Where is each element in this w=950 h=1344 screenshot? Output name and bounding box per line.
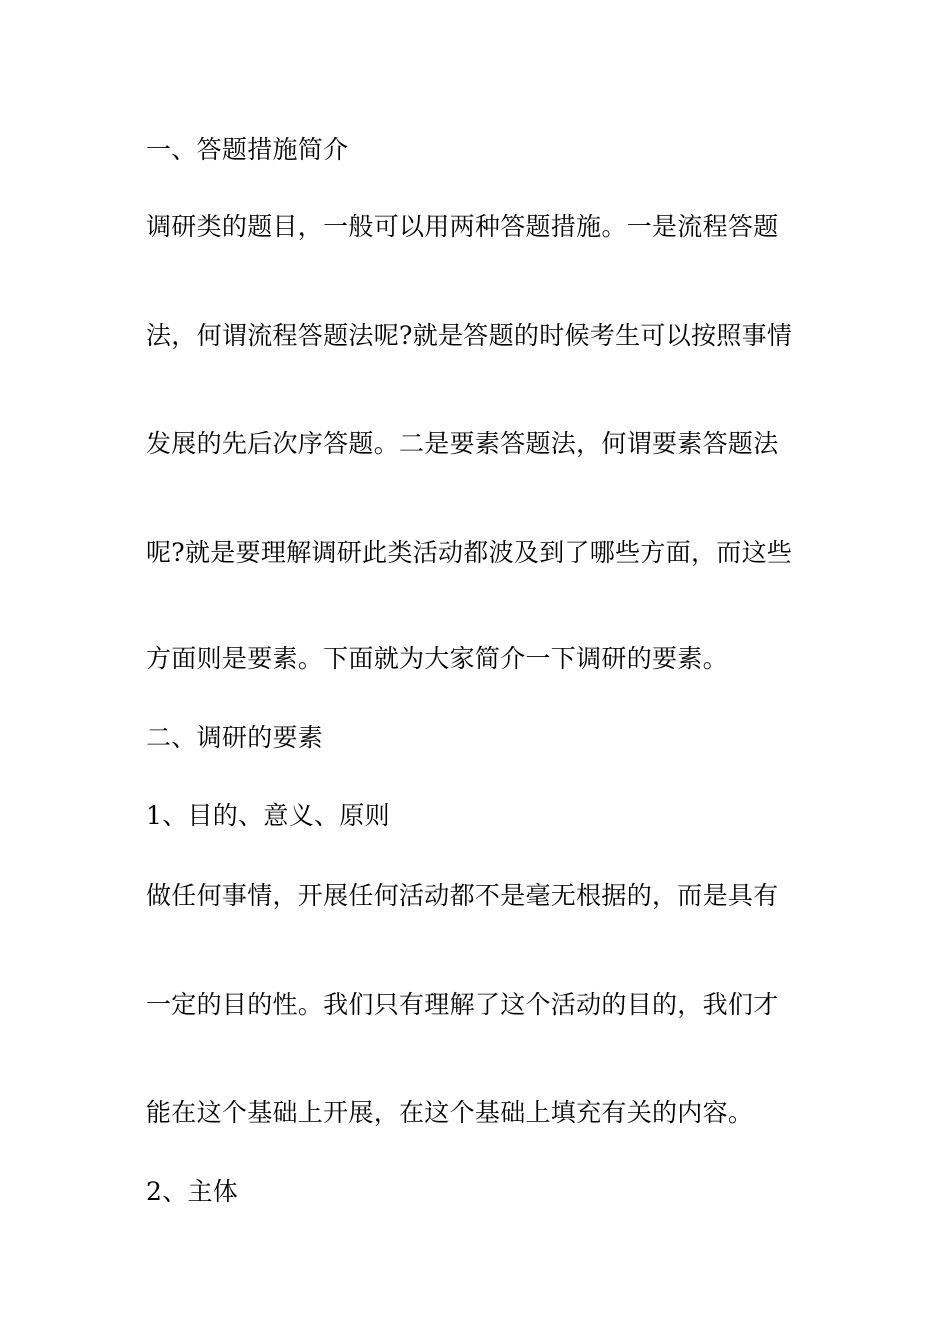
paragraph-line: 方面则是要素。下面就为大家简介一下调研的要素。 xyxy=(146,644,728,673)
paragraph-line: 一定的目的性。我们只有理解了这个活动的目的，我们才 xyxy=(146,990,779,1019)
paragraph-line: 法，何谓流程答题法呢?就是答题的时候考生可以按照事情 xyxy=(146,321,793,350)
subsection-heading-2: 2、主体 xyxy=(146,1177,239,1206)
subsection-heading-1: 1、目的、意义、原则 xyxy=(146,801,390,830)
paragraph-line: 调研类的题目，一般可以用两种答题措施。一是流程答题 xyxy=(146,212,779,241)
section-heading-2: 二、调研的要素 xyxy=(146,723,324,752)
paragraph-line: 发展的先后次序答题。二是要素答题法，何谓要素答题法 xyxy=(146,429,779,458)
paragraph-line: 做任何事情，开展任何活动都不是毫无根据的，而是具有 xyxy=(146,881,779,910)
section-heading-1: 一、答题措施简介 xyxy=(146,135,349,164)
paragraph-line: 能在这个基础上开展，在这个基础上填充有关的内容。 xyxy=(146,1098,754,1127)
paragraph-line: 呢?就是要理解调研此类活动都波及到了哪些方面，而这些 xyxy=(146,538,793,567)
